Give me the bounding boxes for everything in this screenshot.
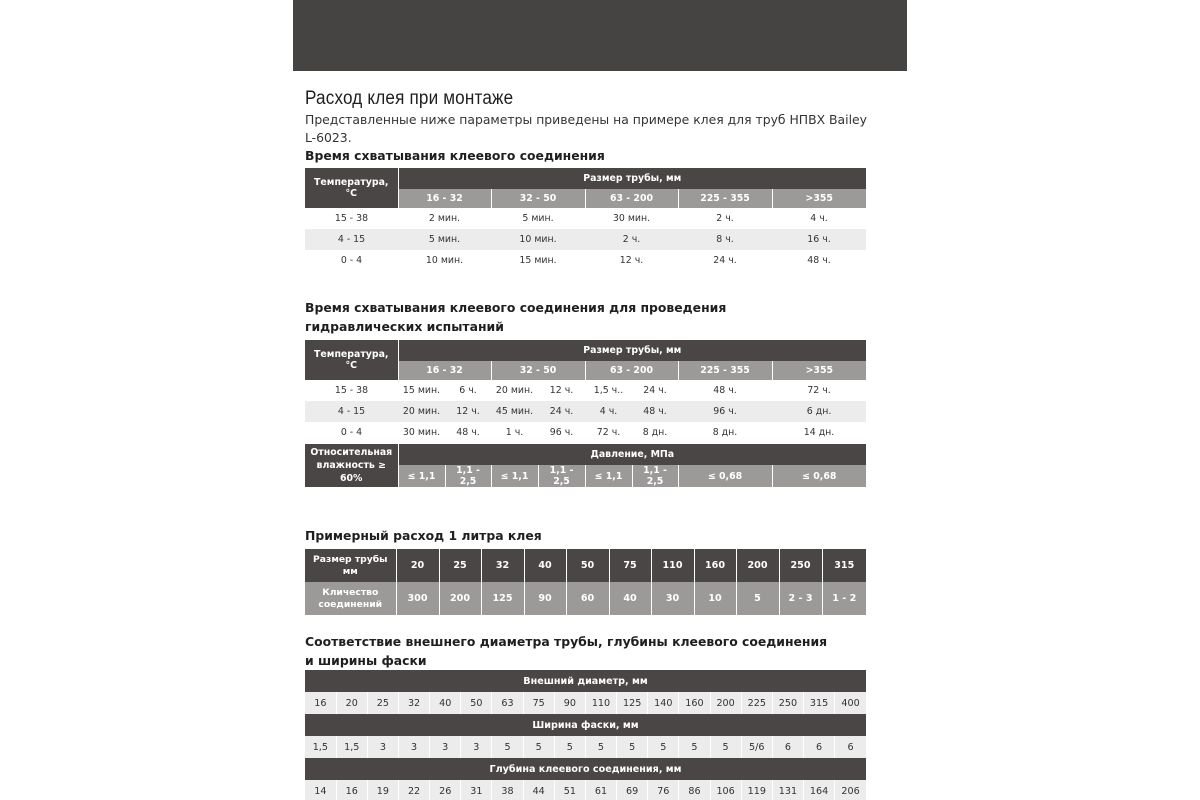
chamfer-cell: 5 [523, 736, 554, 758]
diameter-cell: 32 [398, 692, 429, 714]
temperature-cell: 4 - 15 [305, 401, 398, 422]
value-cell: 30 мин. [398, 422, 445, 443]
value-cell: 1 ч. [491, 422, 538, 443]
depth-cell: 14 [305, 780, 336, 800]
value-cell: 12 ч. [538, 380, 585, 401]
value-cell: 6 ч. [445, 380, 491, 401]
table-row [305, 208, 866, 229]
value-cell: 96 ч. [538, 422, 585, 443]
section1-title: Время схватывания клеевого соединения [305, 148, 605, 163]
size-col: 63 - 200 [585, 189, 678, 208]
joint-count-label-line1: Кличество [322, 586, 379, 598]
depth-cell: 16 [336, 780, 367, 800]
value-cell: 24 ч. [678, 250, 772, 271]
chamfer-cell: 5 [492, 736, 523, 758]
joint-count-label-line2: соединений [318, 598, 383, 610]
diameter-cell: 140 [648, 692, 679, 714]
value-cell: 2 мин. [398, 208, 491, 229]
value-cell: 15 мин. [398, 380, 445, 401]
depth-cell: 44 [523, 780, 554, 800]
pipe-size-cell: 160 [694, 549, 736, 582]
depth-cell: 61 [585, 780, 616, 800]
diameter-cell: 20 [336, 692, 367, 714]
size-col: 16 - 32 [398, 361, 491, 380]
value-cell: 24 ч. [538, 401, 585, 422]
depth-cell: 86 [679, 780, 710, 800]
joint-count-label [305, 582, 396, 615]
depth-cell: 69 [617, 780, 648, 800]
depth-cell: 31 [461, 780, 492, 800]
value-cell: 96 ч. [678, 401, 772, 422]
humidity-label-line1: Относительная [310, 446, 393, 458]
top-banner [293, 0, 907, 71]
table-row [305, 401, 866, 422]
depth-cell: 26 [430, 780, 461, 800]
value-cell: 14 дн. [772, 422, 866, 443]
section2-title-line1: Время схватывания клеевого соединения для проведения [305, 300, 727, 315]
diameter-cell: 125 [617, 692, 648, 714]
joint-count-cell: 125 [481, 582, 524, 615]
size-col: 32 - 50 [491, 361, 585, 380]
chamfer-cell: 5 [679, 736, 710, 758]
pipe-size-cell: 20 [396, 549, 439, 582]
pressure-cell: 1,1 - 2,5 [538, 465, 585, 487]
section2-title-line2: гидравлических испытаний [305, 319, 504, 334]
joint-count-cell: 40 [609, 582, 651, 615]
table-row [305, 250, 866, 271]
pressure-header: Давление, МПа [398, 443, 866, 465]
table-row [305, 736, 866, 758]
size-col: 16 - 32 [398, 189, 491, 208]
diameter-cell: 63 [492, 692, 523, 714]
value-cell: 48 ч. [772, 250, 866, 271]
chamfer-cell: 1,5 [305, 736, 336, 758]
chamfer-header: Ширина фаски, мм [305, 714, 866, 736]
chamfer-cell: 5/6 [741, 736, 772, 758]
diameter-cell: 90 [554, 692, 585, 714]
size-col: >355 [772, 189, 866, 208]
value-cell: 48 ч. [632, 401, 678, 422]
value-cell: 12 ч. [585, 250, 678, 271]
temperature-cell: 0 - 4 [305, 250, 398, 271]
joint-count-cell: 1 - 2 [822, 582, 866, 615]
value-cell: 5 мин. [491, 208, 585, 229]
temperature-header: Температура, °С [305, 340, 398, 380]
table-row [305, 380, 866, 401]
pressure-cell: ≤ 1,1 [585, 465, 632, 487]
pipe-size-label-line2: мм [342, 565, 358, 577]
diameter-cell: 40 [430, 692, 461, 714]
diameter-cell: 50 [461, 692, 492, 714]
chamfer-cell: 1,5 [336, 736, 367, 758]
diameter-cell: 25 [367, 692, 398, 714]
value-cell: 4 ч. [585, 401, 632, 422]
temperature-header: Температура, °С [305, 168, 398, 208]
pipe-size-header: Размер трубы, мм [398, 168, 866, 189]
table-row [305, 780, 866, 800]
diameter-cell: 250 [772, 692, 803, 714]
pressure-cell: ≤ 0,68 [772, 465, 866, 487]
pipe-size-cell: 315 [822, 549, 866, 582]
pipe-size-header: Размер трубы, мм [398, 340, 866, 361]
joint-count-cell: 5 [736, 582, 779, 615]
joint-count-cell: 90 [524, 582, 566, 615]
chamfer-cell: 3 [398, 736, 429, 758]
size-col: >355 [772, 361, 866, 380]
value-cell: 5 мин. [398, 229, 491, 250]
pipe-size-cell: 32 [481, 549, 524, 582]
joint-count-cell: 10 [694, 582, 736, 615]
value-cell: 1,5 ч.. [585, 380, 632, 401]
chamfer-cell: 3 [430, 736, 461, 758]
joint-count-cell: 300 [396, 582, 439, 615]
depth-cell: 106 [710, 780, 741, 800]
glue-consumption-table [305, 549, 866, 615]
setting-time-table [305, 168, 866, 271]
hydraulic-test-table [305, 340, 866, 487]
diameter-cell: 400 [835, 692, 866, 714]
pressure-cell: 1,1 - 2,5 [632, 465, 678, 487]
joint-count-cell: 2 - 3 [779, 582, 822, 615]
pipe-size-cell: 110 [651, 549, 694, 582]
pipe-size-label [305, 549, 396, 582]
chamfer-cell: 5 [617, 736, 648, 758]
value-cell: 4 ч. [772, 208, 866, 229]
chamfer-cell: 5 [554, 736, 585, 758]
temperature-cell: 0 - 4 [305, 422, 398, 443]
value-cell: 2 ч. [585, 229, 678, 250]
value-cell: 20 мин. [398, 401, 445, 422]
value-cell: 72 ч. [772, 380, 866, 401]
section3-title: Примерный расход 1 литра клея [305, 528, 542, 543]
joint-count-cell: 30 [651, 582, 694, 615]
chamfer-cell: 6 [804, 736, 835, 758]
diameter-cell: 16 [305, 692, 336, 714]
temperature-cell: 4 - 15 [305, 229, 398, 250]
value-cell: 16 ч. [772, 229, 866, 250]
chamfer-cell: 5 [710, 736, 741, 758]
chamfer-cell: 5 [585, 736, 616, 758]
depth-cell: 19 [367, 780, 398, 800]
humidity-label-line2: влажность ≥ 60% [316, 459, 386, 484]
value-cell: 8 дн. [632, 422, 678, 443]
value-cell: 48 ч. [445, 422, 491, 443]
value-cell: 2 ч. [678, 208, 772, 229]
chamfer-cell: 6 [835, 736, 866, 758]
value-cell: 48 ч. [678, 380, 772, 401]
value-cell: 24 ч. [632, 380, 678, 401]
pipe-size-cell: 25 [439, 549, 481, 582]
section4-title-line2: и ширины фаски [305, 653, 427, 668]
depth-cell: 76 [648, 780, 679, 800]
pipe-size-cell: 200 [736, 549, 779, 582]
pressure-cell: ≤ 1,1 [491, 465, 538, 487]
value-cell: 8 ч. [678, 229, 772, 250]
depth-cell: 131 [772, 780, 803, 800]
pressure-cell: 1,1 - 2,5 [445, 465, 491, 487]
temperature-cell: 15 - 38 [305, 208, 398, 229]
value-cell: 20 мин. [491, 380, 538, 401]
pipe-size-cell: 75 [609, 549, 651, 582]
depth-cell: 119 [741, 780, 772, 800]
joint-count-cell: 60 [566, 582, 609, 615]
chamfer-cell: 3 [461, 736, 492, 758]
value-cell: 10 мин. [491, 229, 585, 250]
value-cell: 6 дн. [772, 401, 866, 422]
joint-count-cell: 200 [439, 582, 481, 615]
value-cell: 8 дн. [678, 422, 772, 443]
value-cell: 12 ч. [445, 401, 491, 422]
diameter-cell: 110 [585, 692, 616, 714]
diameter-cell: 315 [804, 692, 835, 714]
depth-cell: 38 [492, 780, 523, 800]
diameter-depth-table [305, 670, 866, 800]
pipe-size-label-line1: Размер трубы [313, 553, 388, 565]
table-row [305, 692, 866, 714]
value-cell: 72 ч. [585, 422, 632, 443]
chamfer-cell: 6 [772, 736, 803, 758]
pipe-size-cell: 250 [779, 549, 822, 582]
humidity-header [305, 443, 398, 487]
pressure-cell: ≤ 0,68 [678, 465, 772, 487]
pipe-size-cell: 50 [566, 549, 609, 582]
depth-cell: 22 [398, 780, 429, 800]
size-col: 225 - 355 [678, 189, 772, 208]
size-col: 63 - 200 [585, 361, 678, 380]
pipe-size-cell: 40 [524, 549, 566, 582]
chamfer-cell: 5 [648, 736, 679, 758]
value-cell: 15 мин. [491, 250, 585, 271]
temperature-cell: 15 - 38 [305, 380, 398, 401]
chamfer-cell: 3 [367, 736, 398, 758]
depth-cell: 51 [554, 780, 585, 800]
size-col: 32 - 50 [491, 189, 585, 208]
depth-cell: 164 [804, 780, 835, 800]
page-title: Расход клея при монтаже [305, 88, 514, 109]
value-cell: 10 мин. [398, 250, 491, 271]
diameter-cell: 160 [679, 692, 710, 714]
diameter-cell: 75 [523, 692, 554, 714]
diameter-cell: 225 [741, 692, 772, 714]
diameter-cell: 200 [710, 692, 741, 714]
section4-title-line1: Соответствие внешнего диаметра трубы, глубины клеевого соединения [305, 634, 828, 649]
depth-header: Глубина клеевого соединения, мм [305, 758, 866, 780]
pressure-cell: ≤ 1,1 [398, 465, 445, 487]
value-cell: 30 мин. [585, 208, 678, 229]
diameter-header: Внешний диаметр, мм [305, 670, 866, 692]
table-row [305, 229, 866, 250]
table-row [305, 422, 866, 443]
intro-text: Представленные ниже параметры приведены на примере клея для труб НПВХ Bailey L-6023. [305, 112, 867, 145]
value-cell: 45 мин. [491, 401, 538, 422]
size-col: 225 - 355 [678, 361, 772, 380]
depth-cell: 206 [835, 780, 866, 800]
